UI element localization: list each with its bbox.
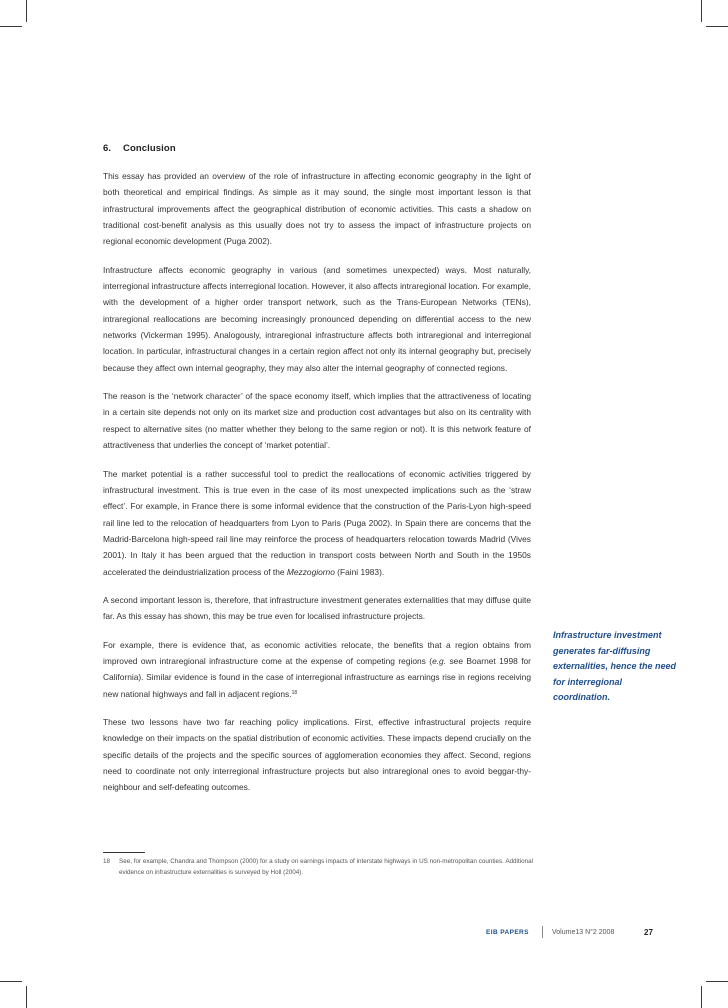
footer-divider [542, 926, 543, 938]
italic-term: e.g. [432, 655, 447, 666]
section-title: Conclusion [123, 143, 176, 154]
crop-mark [701, 986, 702, 1008]
crop-mark [0, 981, 22, 982]
paragraph: The reason is the ‘network character’ of the space economy itself, which implies that the attractiveness of locating in a certain site depends not only on its market size and production cost advantages but also on its centrality with respect to alternative sites (no matter whether they belong to the same region or not). It is this network feature of attractiveness that underlies the concept of ‘market potential’. [103, 391, 531, 451]
text-run: (Faini 1983). [334, 566, 385, 577]
paragraph [103, 637, 531, 702]
text-run: The market potential is a rather successful tool to predict the reallocations of economic activities triggered by infrastructural investment. This is true even in the case of its most unexpected implications such as the ‘straw effect’. For example, in France there is some informal evidence that the construction of the Paris-Lyon high-speed rail line led to the relocation of headquarters from Lyon to Paris (Puga 2002). In Spain there are concerns that the Madrid-Barcelona high-speed rail line may reinforce the process of headquarters relocation towards Madrid (Vives 2001). In Italy it has been argued that the reduction in transport costs between North and South in the 1950s accelerated the deindustrialization process of the [103, 468, 531, 577]
journal-name: EIB PAPERS [486, 929, 529, 936]
footnote-ref[interactable]: 18 [291, 689, 298, 696]
crop-mark [701, 0, 702, 22]
paragraph: Infrastructure affects economic geography in various (and sometimes unexpected) ways. Most naturally, interregional infrastructure affects interregional location. However, it also affects intraregional location. For example, with the development of a higher order transport network, such as the Trans-European Networks (TENs), intraregional reallocations are becoming increasingly pronounced depending on differential access to the new networks (Vickerman 1995). Analogously, intraregional infrastructure affects both intraregional and interregional location. In particular, infrastructural changes in a certain region affect not only its internal geography but, precisely because they affect own internal geography, they may also alter the internal geography of connected regions. [103, 264, 531, 373]
page-number: 27 [644, 928, 653, 937]
text-run: see Boarnet 1998 for California). Similar evidence is found in the case of interregional infrastructure as earnings rise in regions receiving new national highways and fall in adjacent regions. [103, 655, 531, 699]
body-text [103, 168, 531, 808]
margin-note: Infrastructure investment generates far-diffusing externalities, hence the need for interregional coordination. [553, 630, 677, 702]
footnote-text: See, for example, Chandra and Thompson (2000) for a study on earnings impacts of interstate highways in US non-metropolitan counties. Additional evidence on infrastructure externalities is surveyed by Holl (2004). [119, 858, 533, 876]
crop-mark [26, 986, 27, 1008]
paragraph [103, 466, 531, 580]
paragraph: This essay has provided an overview of the role of infrastructure in affecting economic geography in the light of both theoretical and empirical findings. As simple as it may sound, the single most important lesson is that infrastructural improvements affect the geographical distribution of economic activities. This casts a shadow on traditional cost-benefit analysis as this usually does not try to assess the impact of infrastructure projects on regional economic development (Puga 2002). [103, 171, 531, 247]
crop-mark [26, 0, 27, 22]
crop-mark [706, 981, 728, 982]
crop-mark [0, 26, 22, 27]
footnote-rule [103, 852, 145, 853]
paragraph: A second important lesson is, therefore, that infrastructure investment generates externalities that may diffuse quite far. As this essay has shown, this may be true even for localised infrastructure projects. [103, 594, 531, 622]
italic-term: Mezzogiorno [286, 566, 335, 577]
footnote-number: 18 [103, 858, 111, 865]
section-number: 6. [103, 143, 112, 154]
footnote [103, 856, 533, 878]
paragraph: These two lessons have two far reaching policy implications. First, effective infrastructural projects require knowledge on their impacts on the spatial distribution of economic activities. These impacts depend crucially on the specific details of the projects and the specific sources of agglomeration economies they affect. Second, regions need to coordinate not only interregional infrastructure projects but also intraregional ones to avoid beggar-thy-neighbour and self-defeating outcomes. [103, 716, 531, 793]
section-heading [103, 143, 176, 154]
volume-info: Volume13 N°2 2008 [552, 929, 615, 936]
crop-mark [706, 26, 728, 27]
text-run: For example, there is evidence that, as economic activities relocate, the benefits that a region obtains from improved own intraregional infrastructure come at the expense of competing regions ( [103, 639, 531, 666]
